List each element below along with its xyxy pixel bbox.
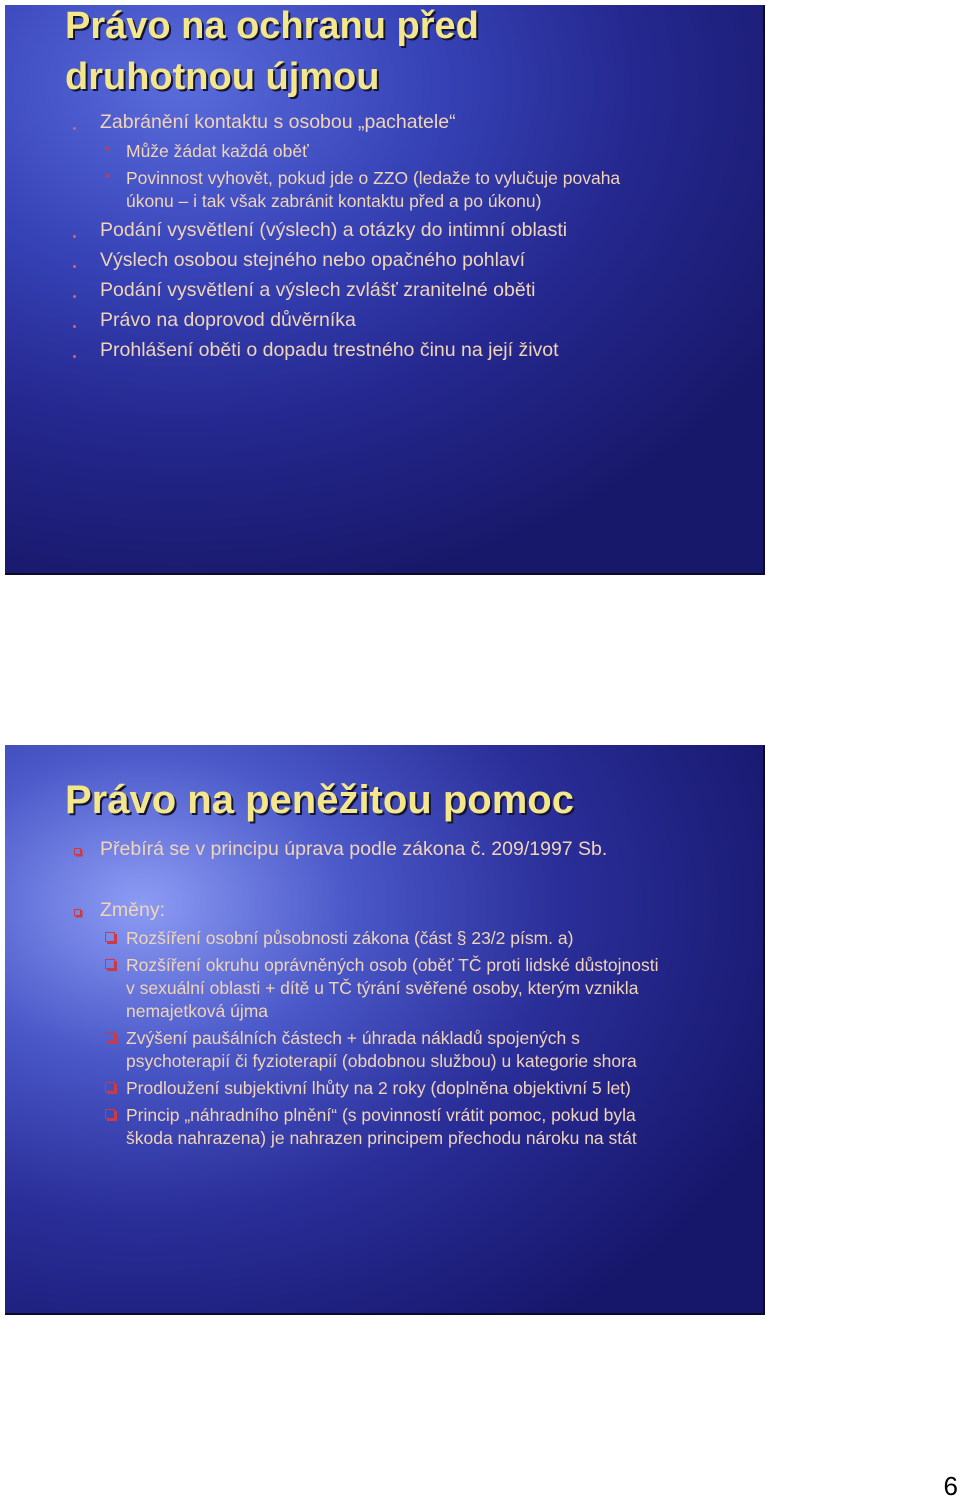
- list-item: Princip „náhradního plnění“ (s povinností vrátit pomoc, pokud byla: [126, 1105, 636, 1125]
- checkbox-bullet-icon: [105, 932, 115, 942]
- slide-1-title: [65, 5, 479, 103]
- list-item-continuation: úkonu – i tak však zabránit kontaktu před a po úkonu): [126, 191, 542, 211]
- bullet-dot-icon: [73, 355, 76, 358]
- list-item: Zvýšení paušálních částech + úhrada nákladů spojených s: [126, 1028, 580, 1048]
- page-number: 6: [943, 1471, 958, 1501]
- slide-1-title-line2: druhotnou újmou: [65, 56, 380, 98]
- checkbox-bullet-icon: [105, 1109, 115, 1119]
- list-item: Podání vysvětlení a výslech zvlášť zranitelné oběti: [100, 279, 536, 301]
- slide-2-title: Právo na peněžitou pomoc: [65, 778, 574, 822]
- list-item: Rozšíření okruhu oprávněných osob (oběť TČ proti lidské důstojnosti: [126, 955, 659, 975]
- list-item: Zabránění kontaktu s osobou „pachatele“: [100, 111, 456, 133]
- list-item-continuation: nemajetková újma: [126, 1001, 269, 1021]
- list-item: Rozšíření osobní působnosti zákona (část § 23/2 písm. a): [126, 928, 574, 948]
- slide-2: [5, 745, 765, 1315]
- list-item: Změny:: [100, 899, 166, 921]
- bullet-dot-icon: •: [105, 141, 110, 156]
- checkbox-bullet-icon: [74, 848, 81, 855]
- bullet-dot-icon: [73, 235, 76, 238]
- list-item-continuation: v sexuální oblasti + dítě u TČ týrání svěřené osoby, kterým vznikla: [126, 978, 639, 998]
- bullet-dot-icon: [73, 265, 76, 268]
- list-item: Prodloužení subjektivní lhůty na 2 roky (doplněna objektivní 5 let): [126, 1078, 631, 1098]
- bullet-dot-icon: [73, 127, 76, 130]
- list-item: Povinnost vyhovět, pokud jde o ZZO (ledaže to vylučuje povaha: [126, 168, 621, 188]
- slide-1: [5, 5, 765, 575]
- bullet-dot-icon: [73, 325, 76, 328]
- checkbox-bullet-icon: [105, 1082, 115, 1092]
- checkbox-bullet-icon: [74, 909, 81, 916]
- bullet-dot-icon: [73, 295, 76, 298]
- list-item: Výslech osobou stejného nebo opačného pohlaví: [100, 249, 525, 271]
- list-item-continuation: psychoterapií či fyzioterapií (obdobnou službou) u kategorie shora: [126, 1051, 637, 1071]
- checkbox-bullet-icon: [105, 959, 115, 969]
- list-item: Prohlášení oběti o dopadu trestného činu na její život: [100, 339, 559, 361]
- list-item: Podání vysvětlení (výslech) a otázky do intimní oblasti: [100, 219, 568, 241]
- list-item: Právo na doprovod důvěrníka: [100, 309, 356, 331]
- checkbox-bullet-icon: [105, 1032, 115, 1042]
- list-item-continuation: škoda nahrazena) je nahrazen principem přechodu nároku na stát: [126, 1128, 637, 1148]
- bullet-dot-icon: •: [105, 168, 110, 183]
- list-item: Může žádat každá oběť: [126, 141, 309, 161]
- slide-1-title-line1: Právo na ochranu před: [65, 5, 479, 47]
- list-item: Přebírá se v principu úprava podle zákona č. 209/1997 Sb.: [100, 838, 608, 860]
